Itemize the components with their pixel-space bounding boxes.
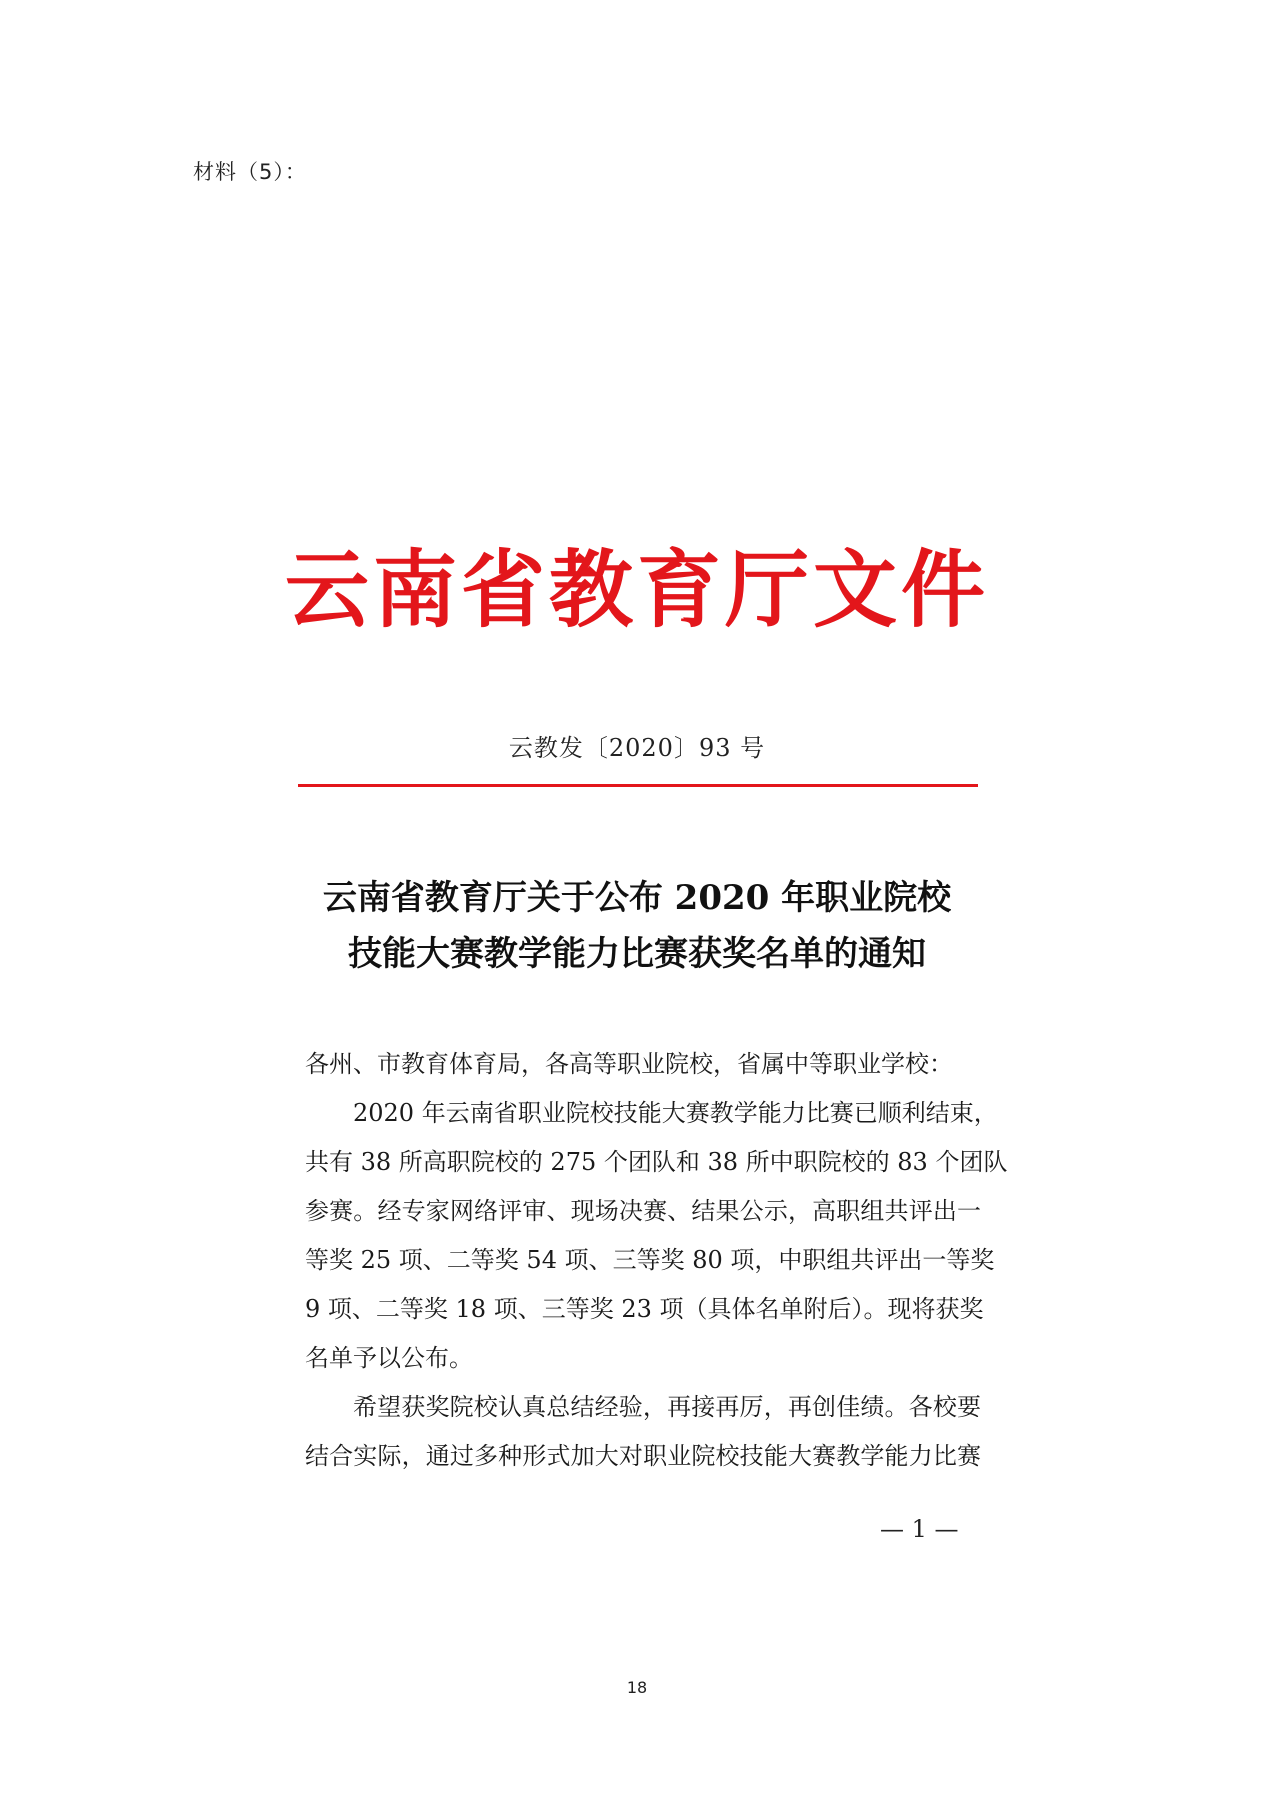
salutation: 各州、市教育体育局，各高等职业院校，省属中等职业学校： [305, 1050, 953, 1078]
paragraph-1-line: 名单予以公布。 [305, 1344, 473, 1372]
page-number: 18 [626, 1678, 648, 1697]
notice-body [305, 1040, 1008, 1481]
document-header-title: 云南省教育厅文件 [284, 540, 989, 639]
original-page-marker: — 1 — [880, 1515, 959, 1543]
paragraph-2-line: 结合实际，通过多种形式加大对职业院校技能大赛教学能力比赛 [305, 1442, 981, 1470]
paragraph-1-line: 参赛。经专家网络评审、现场决赛、结果公示，高职组共评出一 [305, 1197, 981, 1225]
red-divider-line [298, 784, 978, 787]
paragraph-1-line: 共有 38 所高职院校的 275 个团队和 38 所中职院校的 83 个团队 [305, 1148, 1008, 1176]
notice-title [0, 870, 1274, 982]
paragraph-2-line: 希望获奖院校认真总结经验，再接再厉，再创佳绩。各校要 [353, 1393, 981, 1421]
notice-title-line-1: 云南省教育厅关于公布 2020 年职业院校 [322, 878, 952, 918]
paragraph-1-line: 等奖 25 项、二等奖 54 项、三等奖 80 项，中职组共评出一等奖 [305, 1246, 995, 1274]
material-label: 材料（5）： [193, 160, 307, 184]
document-number: 云教发〔2020〕93 号 [508, 734, 766, 762]
paragraph-1-line: 2020 年云南省职业院校技能大赛教学能力比赛已顺利结束， [353, 1099, 998, 1127]
paragraph-1-line: 9 项、二等奖 18 项、三等奖 23 项（具体名单附后）。现将获奖 [305, 1295, 984, 1323]
notice-title-line-2: 技能大赛教学能力比赛获奖名单的通知 [348, 934, 926, 974]
